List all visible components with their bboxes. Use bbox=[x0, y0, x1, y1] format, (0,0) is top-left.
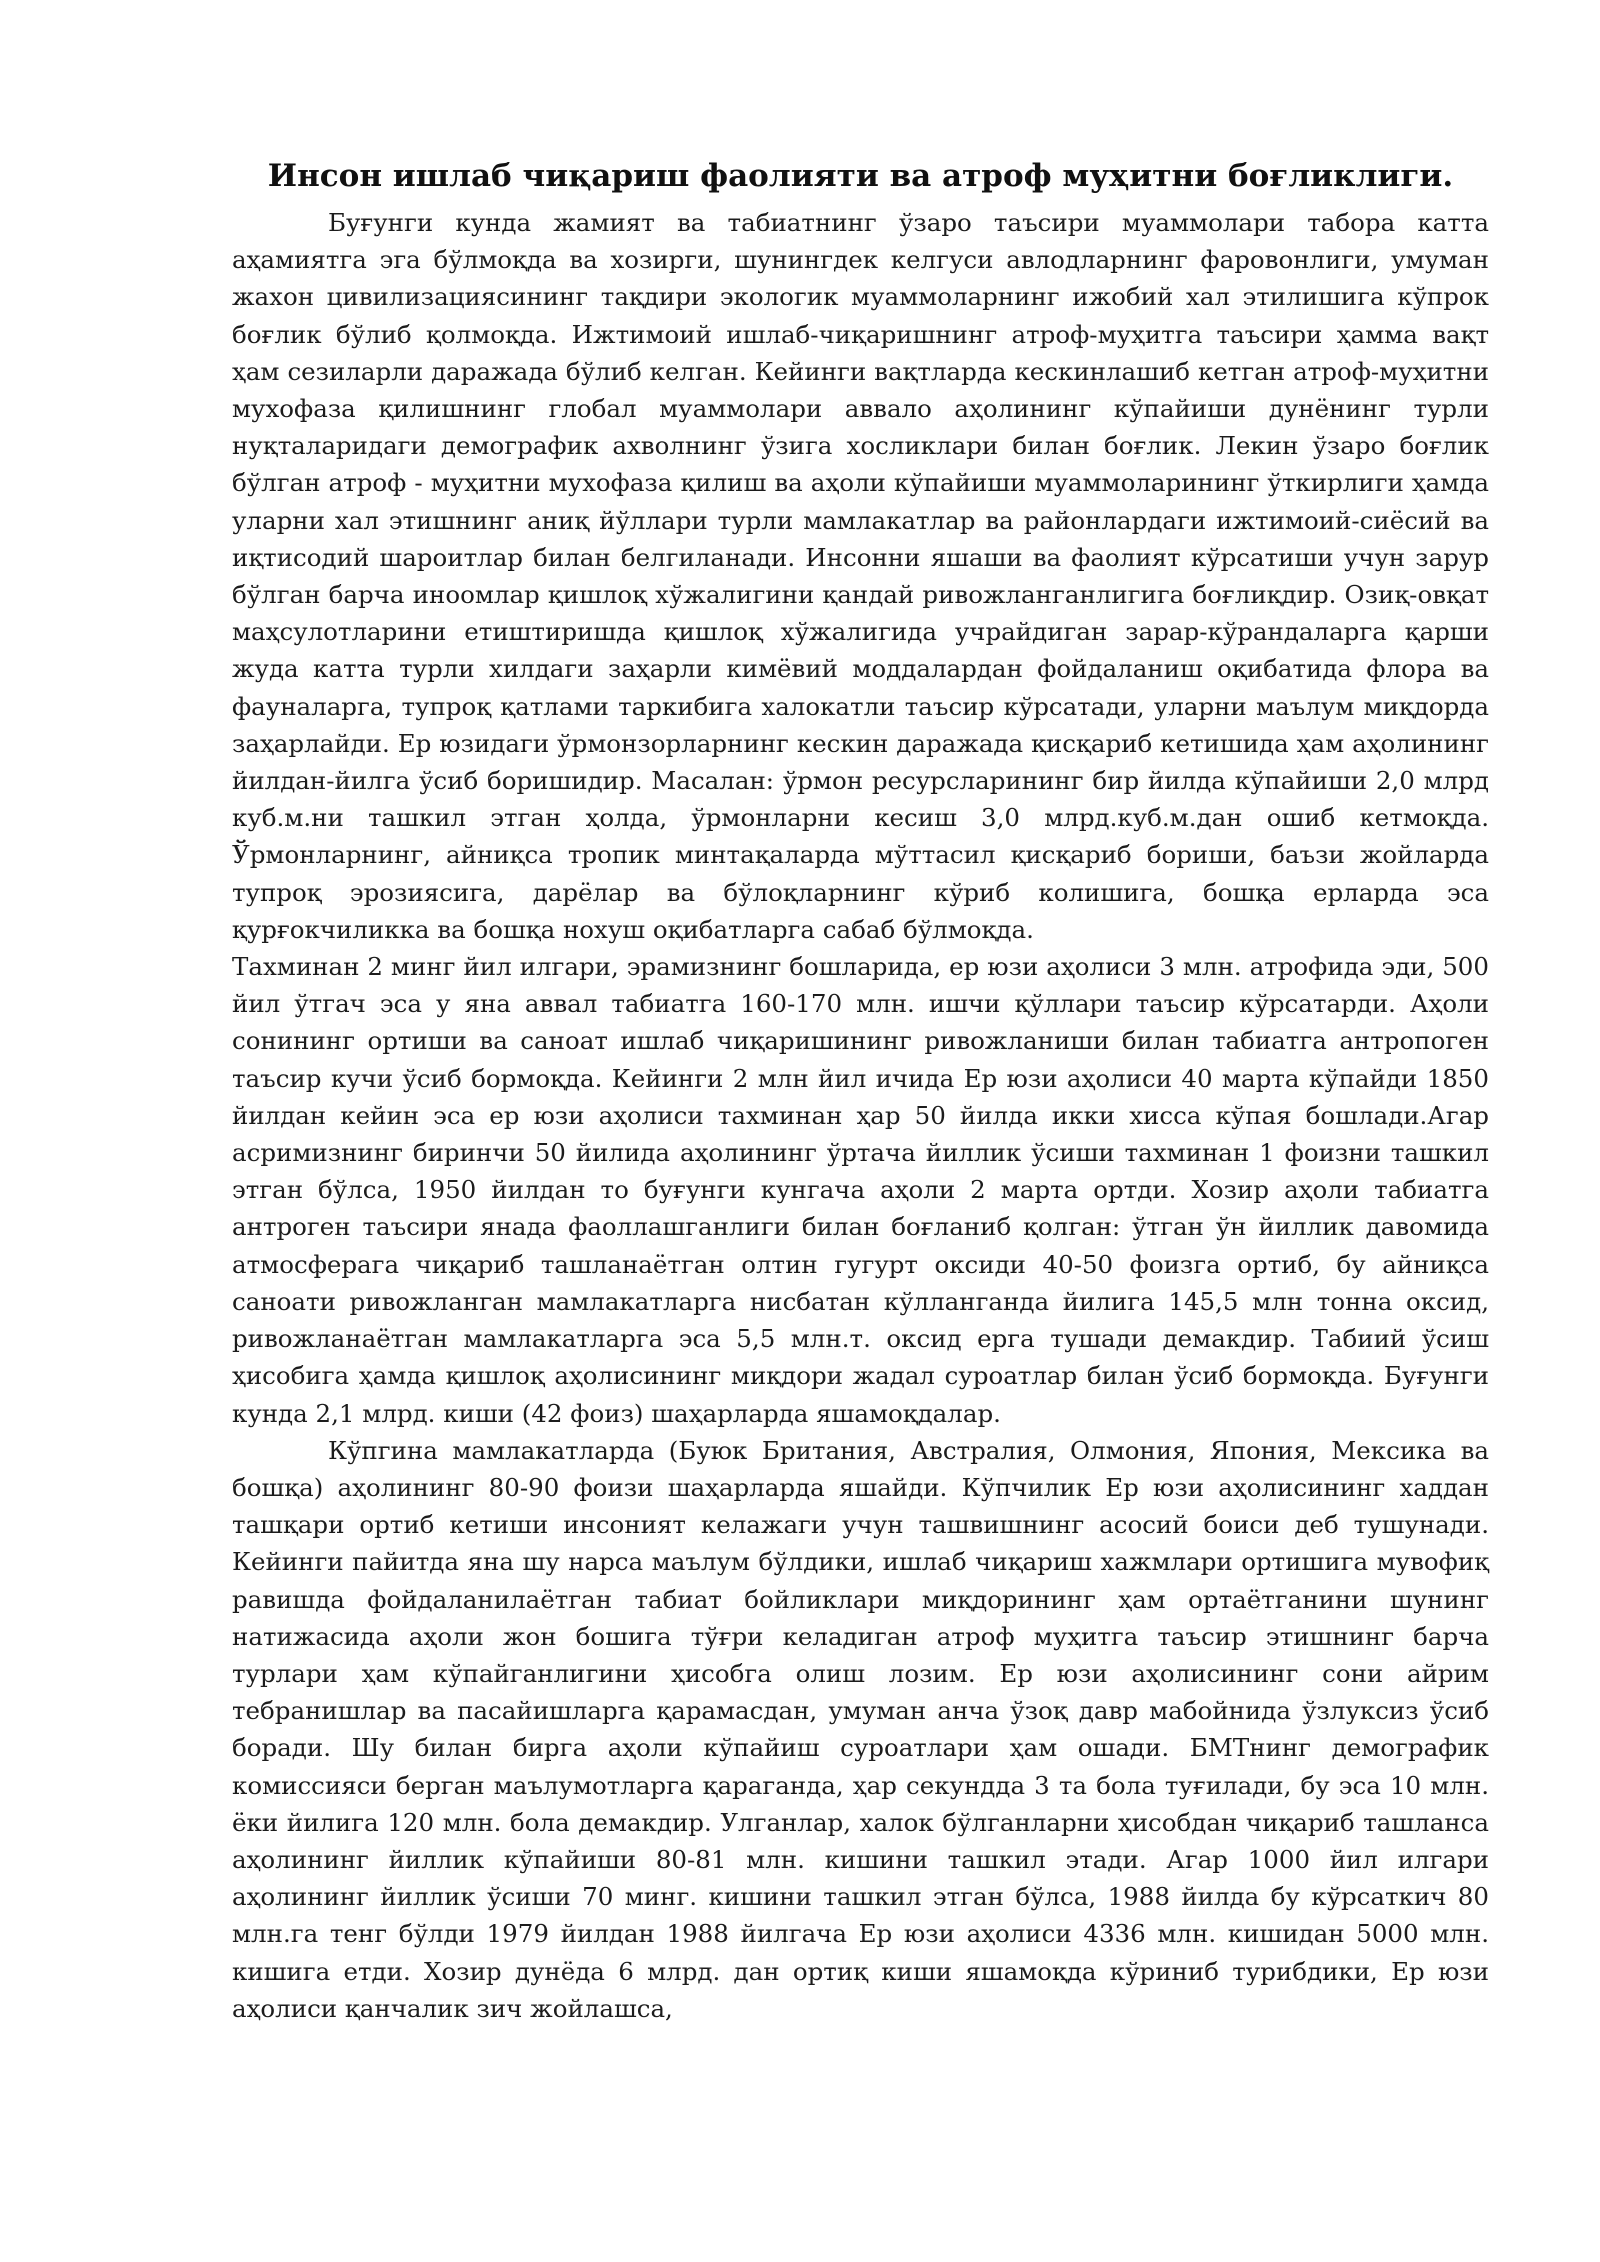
document-body bbox=[232, 156, 1489, 2027]
paragraph-3: Кўпгина мамлакатларда (Буюк Британия, Австралия, Олмония, Япония, Мексика ва бошқа) аҳолининг 80-90 фоизи шаҳарларда яшайди. Кўпчилик Ер юзи аҳолисининг хаддан ташқари ортиб кетиши инсоният келажаги учун ташвишнинг асосий боиси деб тушунади. Кейинги пайитда яна шу нарса маълум бўлдики, ишлаб чиқариш хажмлари ортишига мувофиқ равишда фойдаланилаётган табиат бойликлари миқдорининг ҳам ортаётганини шунинг натижасида аҳоли жон бошига тўғри келадиган атроф муҳитга таъсир этишнинг барча турлари ҳам кўпайганлигини ҳисобга олиш лозим. Ер юзи аҳолисининг сони айрим тебранишлар ва пасайишларга қарамасдан, умуман анча ўзоқ давр мабойнида ўзлуксиз ўсиб боради. Шу билан бирга аҳоли кўпайиш суроатлари ҳам ошади. БМТнинг демографик комиссияси берган маълумотларга қараганда, ҳар секундда 3 та бола туғилади, бу эса 10 млн. ёки йилига 120 млн. бола демакдир. Улганлар, халок бўлганларни ҳисобдан чиқариб ташланса аҳолининг йиллик кўпайиши 80-81 млн. кишини ташкил этади. Агар 1000 йил илгари аҳолининг йиллик ўсиши 70 минг. кишини ташкил этган бўлса, 1988 йилда бу кўрсаткич 80 млн.га тенг бўлди 1979 йилдан 1988 йилгача Ер юзи аҳолиси 4336 млн. кишидан 5000 млн. кишига етди. Хозир дунёда 6 млрд. дан ортиқ киши яшамоқда кўриниб турибдики, Ер юзи аҳолиси қанчалик зич жойлашса, bbox=[232, 1435, 1489, 2023]
paragraph-1: Буғунги кунда жамият ва табиатнинг ўзаро таъсири муаммолари табора катта аҳамиятга эга бўлмоқда ва хозирги, шунингдек келгуси авлодларнинг фаровонлиги, умуман жахон цивилизациясининг тақдири экологик муаммоларнинг ижобий хал этилишига кўпрок боғлик бўлиб қолмоқда. Ижтимоий ишлаб-чиқаришнинг атроф-муҳитга таъсири ҳамма вақт ҳам сезиларли даражада бўлиб келган. Кейинги вақтларда кескинлашиб кетган атроф-муҳитни мухофаза қилишнинг глобал муаммолари аввало аҳолининг кўпайиши дунёнинг турли нуқталаридаги демографик ахволнинг ўзига хосликлари билан боғлик. Лекин ўзаро боғлик бўлган атроф - муҳитни мухофаза қилиш ва аҳоли кўпайиши муаммоларининг ўткирлиги ҳамда уларни хал этишнинг аниқ йўллари турли мамлакатлар ва районлардаги ижтимоий-сиёсий ва иқтисодий шароитлар билан белгиланади. Инсонни яшаши ва фаолият кўрсатиши учун зарур бўлган барча иноомлар қишлоқ хўжалигини қандай ривожланганлигига боғлиқдир. Озиқ-овқат маҳсулотларини етиштиришда қишлоқ хўжалигида учрайдиган зарар-кўрандаларга қарши жуда катта турли хилдаги заҳарли кимёвий моддалардан фойдаланиш оқибатида флора ва фауналарга, тупроқ қатлами таркибига халокатли таъсир кўрсатади, уларни маълум миқдорда заҳарлайди. Ер юзидаги ўрмонзорларнинг кескин даражада қисқариб кетишида ҳам аҳолининг йилдан-йилга ўсиб боришидир. Масалан: ўрмон ресурсларининг бир йилда кўпайиши 2,0 млрд куб.м.ни ташкил этган ҳолда, ўрмонларни кесиш 3,0 млрд.куб.м.дан ошиб кетмоқда. Ўрмонларнинг, айниқса тропик минтақаларда мўттасил қисқариб бориши, баъзи жойларда тупроқ эрозиясига, дарёлар ва бўлоқларнинг кўриб колишига, бошқа ерларда эса қурғокчиликка ва бошқа нохуш оқибатларга сабаб бўлмоқда. bbox=[232, 208, 1489, 944]
document-title: Инсон ишлаб чиқариш фаолияти ва атроф муҳитни боғликлиги. bbox=[267, 158, 1454, 194]
paragraph-2: Тахминан 2 минг йил илгари, эрамизнинг бошларида, ер юзи аҳолиси 3 млн. атрофида эди, 500 йил ўтгач эса у яна аввал табиатга 160-170 млн. ишчи қўллари таъсир кўрсатарди. Аҳоли сонининг ортиши ва саноат ишлаб чиқаришининг ривожланиши билан табиатга антропоген таъсир кучи ўсиб бормоқда. Кейинги 2 млн йил ичида Ер юзи аҳолиси 40 марта кўпайди 1850 йилдан кейин эса ер юзи аҳолиси тахминан ҳар 50 йилда икки хисса кўпая бошлади.Агар асримизнинг биринчи 50 йилида аҳолининг ўртача йиллик ўсиши тахминан 1 фоизни ташкил этган бўлса, 1950 йилдан то буғунги кунгача аҳоли 2 марта ортди. Хозир аҳоли табиатга антроген таъсири янада фаоллашганлиги билан боғланиб қолган: ўтган ўн йиллик давомида атмосферага чиқариб ташланаётган олтин гугурт оксиди 40-50 фоизга ортиб, бу айниқса саноати ривожланган мамлакатларга нисбатан кўлланганда йилига 145,5 млн тонна оксид, ривожланаётган мамлакатларга эса 5,5 млн.т. оксид ерга тушади демакдир. Табиий ўсиш ҳисобига ҳамда қишлоқ аҳолисининг миқдори жадал суроатлар билан ўсиб бормоқда. Буғунги кунда 2,1 млрд. киши (42 фоиз) шаҳарларда яшамоқдалар. bbox=[232, 952, 1489, 1428]
